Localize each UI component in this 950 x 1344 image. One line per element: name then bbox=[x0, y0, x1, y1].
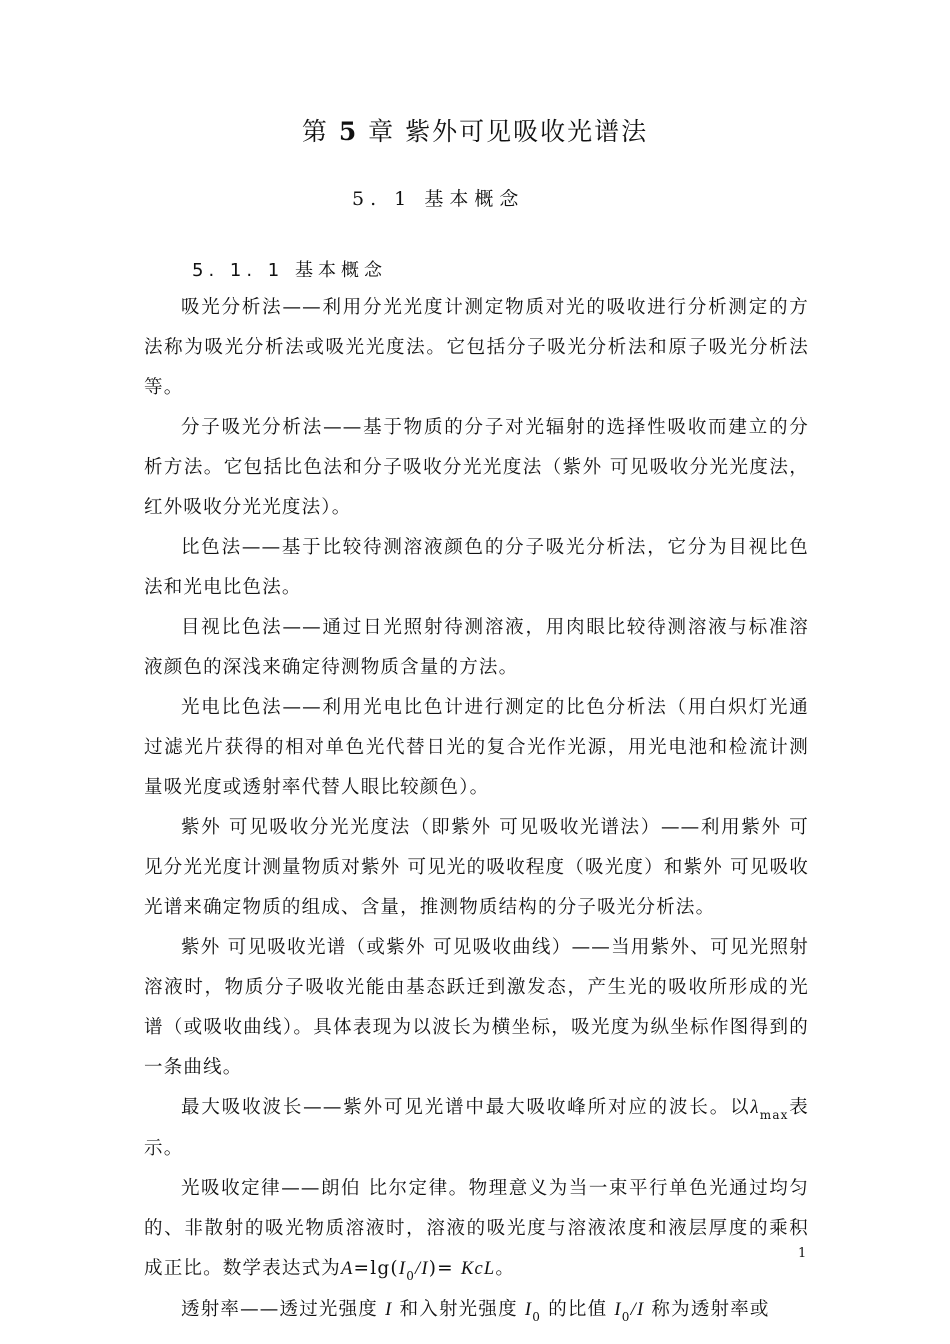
formula-subscript: 0 bbox=[621, 1310, 631, 1324]
paragraph bbox=[144, 1088, 809, 1169]
paragraph-text: 表示。 bbox=[144, 1097, 810, 1159]
subsection-name: 基本概念 bbox=[294, 260, 387, 281]
paragraph: 吸光分析法——利用分光光度计测定物质对光的吸收进行分析测定的方法称为吸光分析法或吸光光度法。它包括分子吸光分析法和原子吸光分析法等。 bbox=[144, 297, 809, 398]
formula-part: A bbox=[341, 1259, 354, 1279]
section-name: 基本概念 bbox=[424, 188, 525, 210]
paragraph-text: 的比值 bbox=[548, 1299, 608, 1320]
paragraph: 紫外 可见吸收光谱（或紫外 可见吸收曲线）——当用紫外、可见光照射溶液时，物质分子吸收光能由基态跃迁到激发态，产生光的吸收所形成的光谱（或吸收曲线）。具体表现为以波长为横坐标，吸光度为纵坐标作图得到的一条曲线。 bbox=[144, 937, 809, 1078]
lambda-symbol: λ bbox=[750, 1098, 760, 1118]
chapter-number: 5 bbox=[338, 117, 359, 146]
chapter-prefix: 第 bbox=[301, 117, 329, 146]
subsection-title bbox=[192, 256, 387, 282]
paragraph: 光电比色法——利用光电比色计进行测定的比色分析法（用白炽灯光通过滤光片获得的相对单色光代替日光的复合光作光源，用光电池和检流计测量吸光度或透射率代替人眼比较颜色）。 bbox=[144, 697, 809, 798]
page-number: 1 bbox=[798, 1246, 807, 1261]
formula-part: I bbox=[524, 1300, 533, 1320]
chapter-name: 紫外可见吸收光谱法 bbox=[405, 117, 649, 146]
paragraph-text: 和入射光强度 bbox=[399, 1299, 518, 1320]
formula-part: / bbox=[415, 1259, 422, 1279]
paragraph: 分子吸光分析法——基于物质的分子对光辐射的选择性吸收而建立的分析方法。它包括比色法和分子吸收分光光度法（紫外 可见吸收分光光度法，红外吸收分光光度法）。 bbox=[144, 417, 809, 518]
paragraph-text: 最大吸收波长——紫外可见光谱中最大吸收峰所对应的波长。以 bbox=[181, 1097, 751, 1118]
paragraph-text: 。 bbox=[495, 1258, 516, 1279]
paragraph: 紫外 可见吸收分光光度法（即紫外 可见吸收光谱法）——利用紫外 可见分光光度计测量物质对紫外 可见光的吸收程度（吸光度）和紫外 可见吸收光谱来确定物质的组成、含量，推测物质结构的分子吸光分析法。 bbox=[144, 817, 809, 918]
section-number: 5. 1 bbox=[352, 188, 413, 210]
paragraph bbox=[144, 1169, 809, 1290]
paragraph: 比色法——基于比较待测溶液颜色的分子吸光分析法，它分为目视比色法和光电比色法。 bbox=[144, 537, 809, 598]
chapter-title bbox=[0, 112, 950, 148]
paragraph: 目视比色法——通过日光照射待测溶液，用肉眼比较待测溶液与标准溶液颜色的深浅来确定待测物质含量的方法。 bbox=[144, 617, 809, 678]
chapter-suffix: 章 bbox=[368, 117, 396, 146]
paragraph-text: 透射率——透过光强度 bbox=[181, 1299, 379, 1320]
formula-part: I bbox=[385, 1300, 393, 1320]
subsection-number: 5. 1. 1 bbox=[192, 260, 285, 281]
formula-part: I bbox=[421, 1259, 429, 1279]
formula-part: / bbox=[630, 1300, 637, 1320]
formula-part: I bbox=[398, 1259, 407, 1279]
formula-subscript: 0 bbox=[406, 1269, 416, 1283]
body-text bbox=[144, 288, 809, 1331]
formula-part: I bbox=[614, 1300, 622, 1320]
paragraph-text: 称为透射率或 bbox=[651, 1299, 770, 1320]
formula-part: KcL bbox=[460, 1259, 496, 1279]
paragraph bbox=[144, 1290, 809, 1331]
formula-part: =lg( bbox=[353, 1258, 399, 1279]
formula-part: )= bbox=[428, 1258, 454, 1279]
lambda-subscript: max bbox=[759, 1108, 789, 1122]
paragraph-text: 光吸收定律——朗伯 比尔定律。物理意义为当一束平行单色光通过均匀的、非散射的吸光物质溶液时，溶液的吸光度与溶液浓度和液层厚度的乘积成正比。数学表达式为 bbox=[144, 1178, 809, 1279]
formula-subscript: 0 bbox=[532, 1310, 542, 1324]
formula-part: I bbox=[636, 1300, 645, 1320]
section-title bbox=[352, 184, 524, 211]
